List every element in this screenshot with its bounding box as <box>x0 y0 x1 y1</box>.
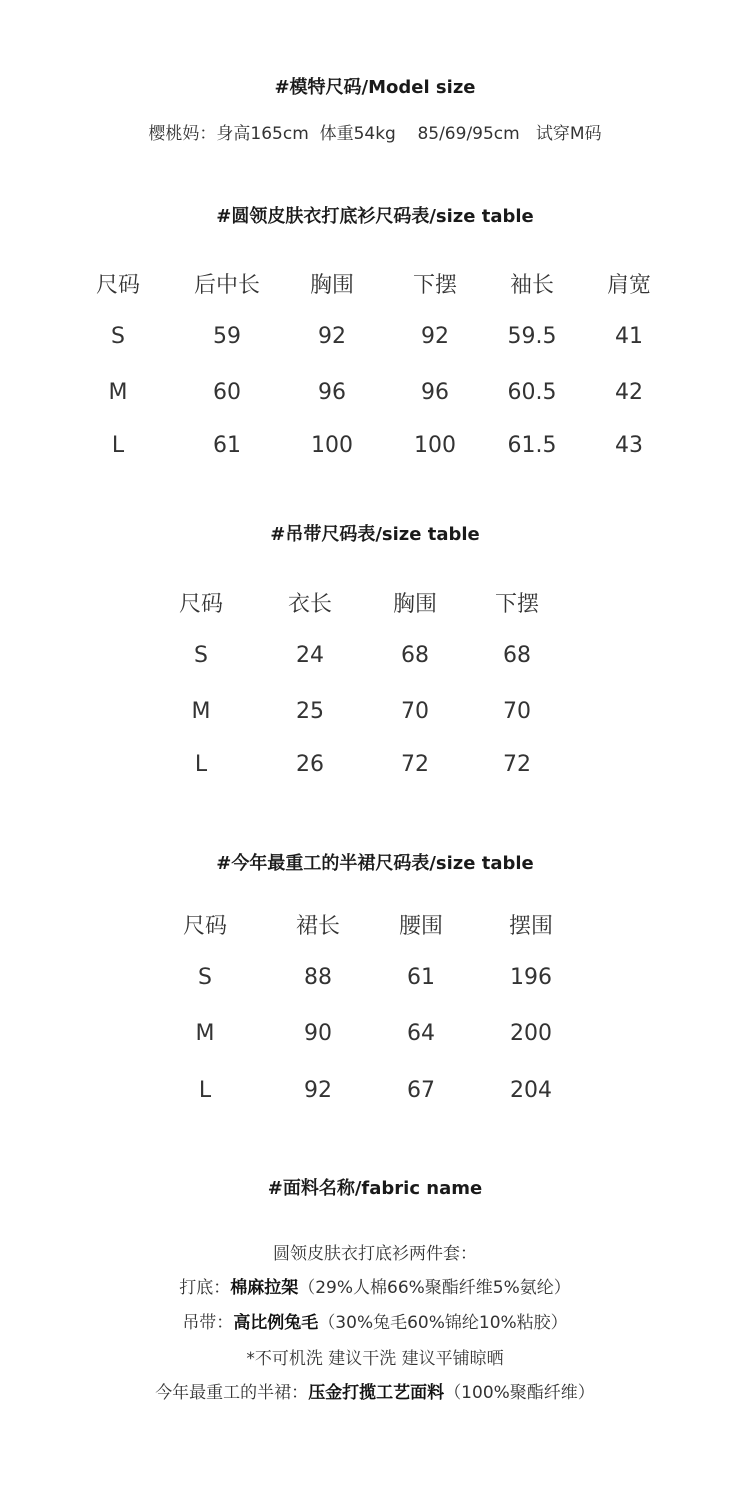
table-cell: 72 <box>503 752 531 777</box>
fabric-skirt-label: 今年最重工的半裙： <box>155 1383 309 1403</box>
table-cell: 100 <box>311 433 353 458</box>
table-cell: 90 <box>304 1021 332 1046</box>
table-cell: L <box>198 1078 212 1103</box>
table-cell: 196 <box>510 965 552 990</box>
table-cell: L <box>111 433 125 458</box>
fabric-top-line <box>0 1273 750 1298</box>
fabric-cami-line <box>0 1308 750 1333</box>
table-cell: 100 <box>414 433 456 458</box>
table-header-row <box>0 269 750 303</box>
table-header-row <box>0 910 750 944</box>
fabric-top-detail: （29%人棉66%聚酯纤维5%氨纶） <box>298 1278 571 1298</box>
table-cell: 72 <box>401 752 429 777</box>
header-cell: 胸围 <box>309 273 354 298</box>
table-header-row <box>0 588 750 622</box>
model-size-heading: #模特尺码/Model size <box>274 77 476 98</box>
table-cell: 59 <box>213 324 241 349</box>
table-cell: 60.5 <box>507 380 557 405</box>
fabric-heading: #面料名称/fabric name <box>267 1178 483 1199</box>
table-cell: 42 <box>615 380 643 405</box>
table-cell: 96 <box>421 380 449 405</box>
header-cell: 尺码 <box>182 914 227 939</box>
table-cell: S <box>194 643 208 668</box>
fabric-care-instructions: *不可机洗 建议干洗 建议平铺晾晒 <box>246 1349 504 1369</box>
table-cell: 92 <box>304 1078 332 1103</box>
table-cell: 200 <box>510 1021 552 1046</box>
table-cell: M <box>191 699 211 724</box>
table-cell: 92 <box>421 324 449 349</box>
header-cell: 尺码 <box>95 273 140 298</box>
table-row <box>0 961 750 995</box>
table-cell: 59.5 <box>507 324 557 349</box>
table-row <box>0 376 750 410</box>
table-cell: M <box>195 1021 215 1046</box>
top-size-table-heading: #圆领皮肤衣打底衫尺码表/size table <box>216 206 534 227</box>
table-cell: 88 <box>304 965 332 990</box>
table-cell: 96 <box>318 380 346 405</box>
table-row <box>0 695 750 729</box>
table-cell: 41 <box>615 324 643 349</box>
header-cell: 摆围 <box>508 914 553 939</box>
table-cell: 25 <box>296 699 324 724</box>
table-cell: 204 <box>510 1078 552 1103</box>
header-cell: 腰围 <box>398 914 443 939</box>
table-cell: 70 <box>503 699 531 724</box>
table-row <box>0 320 750 354</box>
fabric-cami-label: 吊带： <box>182 1313 234 1333</box>
table-cell: 60 <box>213 380 241 405</box>
table-cell: L <box>194 752 208 777</box>
fabric-top-label: 打底： <box>179 1278 231 1298</box>
table-row <box>0 429 750 463</box>
table-cell: M <box>108 380 128 405</box>
fabric-cami-detail: （30%兔毛60%锦纶10%粘胶） <box>318 1313 568 1333</box>
model-info: 樱桃妈：身高165cm 体重54kg 85/69/95cm 试穿M码 <box>148 124 602 144</box>
table-cell: 67 <box>407 1078 435 1103</box>
table-cell: 61.5 <box>507 433 557 458</box>
fabric-skirt-line <box>0 1378 750 1403</box>
table-cell: S <box>111 324 125 349</box>
table-cell: S <box>198 965 212 990</box>
table-cell: 61 <box>213 433 241 458</box>
fabric-skirt-detail: （100%聚酯纤维） <box>444 1383 595 1403</box>
header-cell: 裙长 <box>295 914 340 939</box>
header-cell: 胸围 <box>392 592 437 617</box>
table-cell: 24 <box>296 643 324 668</box>
table-row <box>0 748 750 782</box>
header-cell: 尺码 <box>178 592 223 617</box>
table-cell: 26 <box>296 752 324 777</box>
table-cell: 92 <box>318 324 346 349</box>
table-cell: 68 <box>401 643 429 668</box>
cami-size-table-heading: #吊带尺码表/size table <box>270 524 480 545</box>
header-cell: 肩宽 <box>606 273 651 298</box>
table-cell: 68 <box>503 643 531 668</box>
table-cell: 43 <box>615 433 643 458</box>
fabric-cami-material: 高比例兔毛 <box>233 1313 319 1333</box>
table-row <box>0 1017 750 1051</box>
header-cell: 衣长 <box>287 592 332 617</box>
table-row <box>0 639 750 673</box>
header-cell: 袖长 <box>509 273 554 298</box>
skirt-size-table-heading: #今年最重工的半裙尺码表/size table <box>216 853 534 874</box>
fabric-skirt-material: 压金打揽工艺面料 <box>308 1383 445 1403</box>
header-cell: 下摆 <box>412 273 457 298</box>
header-cell: 后中长 <box>193 273 260 298</box>
table-cell: 70 <box>401 699 429 724</box>
fabric-top-material: 棉麻拉架 <box>230 1278 299 1298</box>
table-row <box>0 1074 750 1108</box>
table-cell: 61 <box>407 965 435 990</box>
header-cell: 下摆 <box>494 592 539 617</box>
fabric-set-label: 圆领皮肤衣打底衫两件套： <box>273 1244 477 1264</box>
table-cell: 64 <box>407 1021 435 1046</box>
